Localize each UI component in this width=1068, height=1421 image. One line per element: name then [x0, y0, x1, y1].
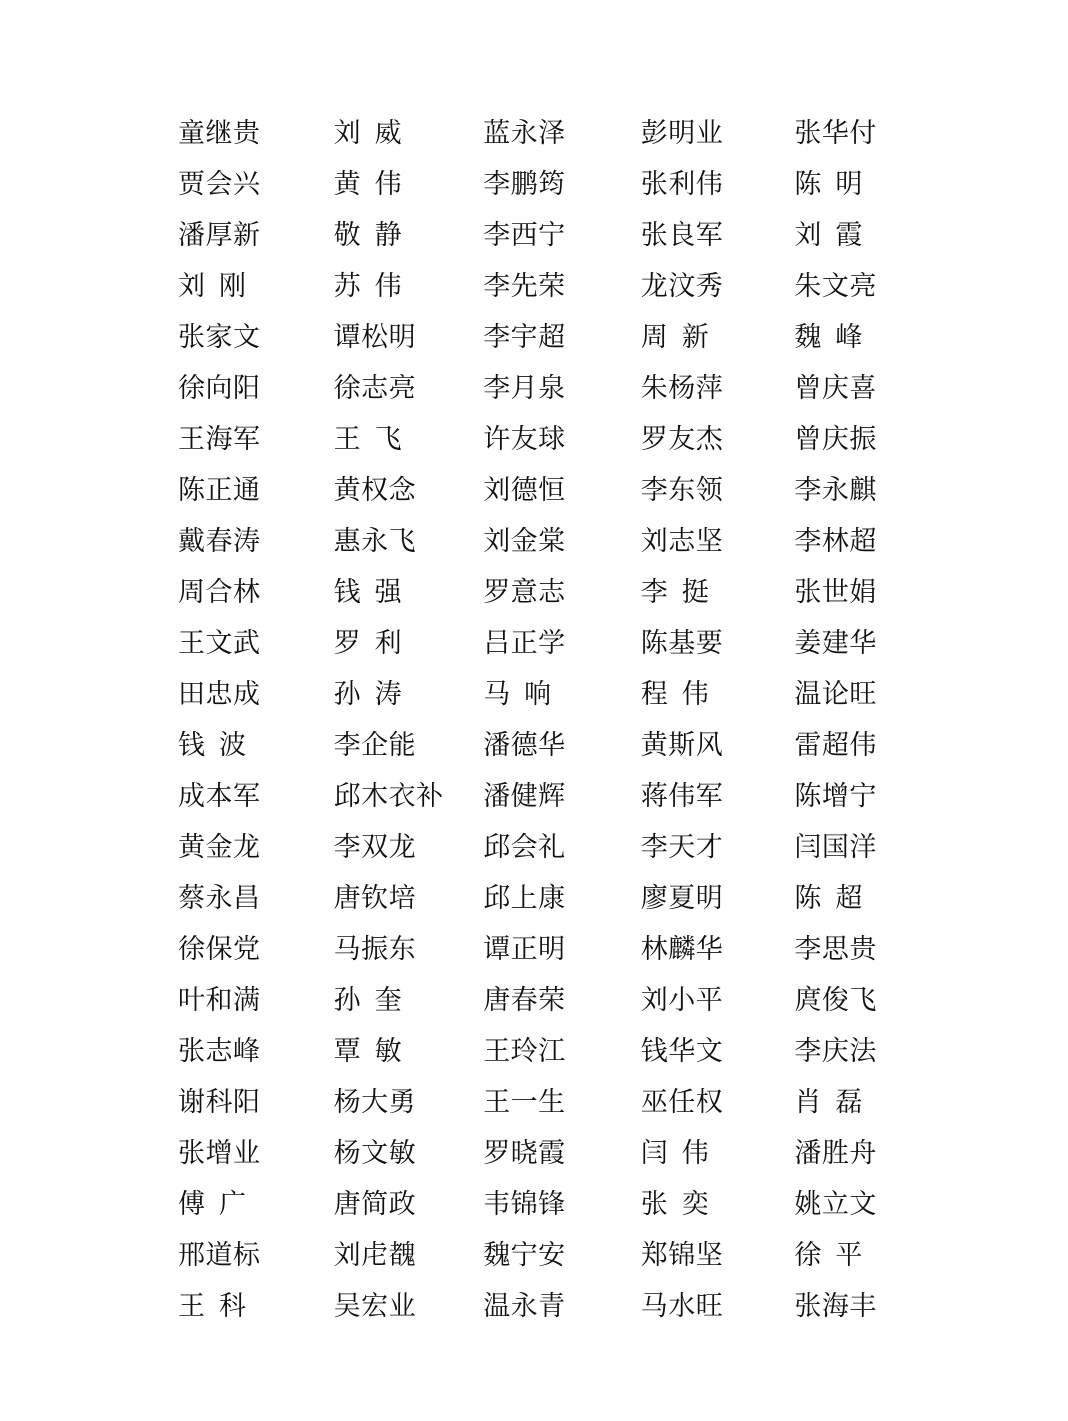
name-entry: 李天才: [640, 832, 724, 863]
name-entry: 苏伟: [333, 271, 416, 302]
name-entry: 潘健辉: [483, 781, 566, 812]
name-entry: 温论旺: [794, 679, 877, 710]
name-entry: 谢科阳: [178, 1087, 261, 1118]
name-entry: 李企能: [333, 730, 417, 761]
name-entry: 张增业: [178, 1138, 261, 1169]
name-entry: 李西宁: [483, 220, 566, 251]
name-entry: 王飞: [333, 424, 416, 455]
name-entry: 马响: [483, 679, 566, 710]
name-entry: 张世娟: [794, 577, 877, 608]
name-entry: 孙奎: [333, 985, 416, 1016]
name-entry: 吴宏业: [333, 1291, 417, 1322]
name-entry: 徐向阳: [178, 373, 261, 404]
name-entry: 闫伟: [640, 1138, 723, 1169]
name-entry: 邢道标: [178, 1240, 261, 1271]
name-entry: 李双龙: [333, 832, 417, 863]
name-entry: 黄伟: [333, 169, 416, 200]
name-entry: 张奕: [640, 1189, 723, 1220]
name-entry: 李月泉: [483, 373, 566, 404]
name-entry: 张家文: [178, 322, 261, 353]
name-entry: 王海军: [178, 424, 261, 455]
name-entry: 黄斯风: [640, 730, 724, 761]
name-entry: 龙汶秀: [640, 271, 724, 302]
name-entry: 郑锦坚: [640, 1240, 724, 1271]
name-entry: 闫国洋: [794, 832, 877, 863]
name-entry: 李挺: [640, 577, 723, 608]
name-entry: 魏峰: [794, 322, 877, 353]
name-entry: 徐志亮: [333, 373, 417, 404]
name-entry: 李林超: [794, 526, 877, 557]
name-entry: 覃敏: [333, 1036, 416, 1067]
name-entry: 徐保党: [178, 934, 261, 965]
name-entry: 曾庆振: [794, 424, 877, 455]
name-entry: 张华付: [794, 118, 877, 149]
name-entry: 陈正通: [178, 475, 261, 506]
name-entry: 刘小平: [640, 985, 724, 1016]
name-entry: 邱上康: [483, 883, 566, 914]
name-entry: 刘威: [333, 118, 416, 149]
name-entry: 黄权念: [333, 475, 417, 506]
name-entry: 马振东: [333, 934, 417, 965]
name-entry: 徐平: [794, 1240, 877, 1271]
name-entry: 王玲江: [483, 1036, 566, 1067]
name-entry: 孙涛: [333, 679, 416, 710]
name-entry: 罗意志: [483, 577, 566, 608]
name-entry: 邱会礼: [483, 832, 566, 863]
name-entry: 陈基要: [640, 628, 724, 659]
name-entry: 刘德恒: [483, 475, 566, 506]
name-entry: 陈增宁: [794, 781, 877, 812]
name-entry: 魏宁安: [483, 1240, 566, 1271]
name-entry: 廖夏明: [640, 883, 724, 914]
name-entry: 朱杨萍: [640, 373, 724, 404]
name-entry: 姜建华: [794, 628, 877, 659]
name-entry: 田忠成: [178, 679, 261, 710]
name-entry: 潘胜舟: [794, 1138, 877, 1169]
name-entry: 刘刚: [178, 271, 260, 302]
name-entry: 刘志坚: [640, 526, 724, 557]
name-entry: 唐钦培: [333, 883, 417, 914]
name-entry: 谭松明: [333, 322, 417, 353]
name-entry: 姚立文: [794, 1189, 877, 1220]
name-entry: 吕正学: [483, 628, 566, 659]
name-entry: 李宇超: [483, 322, 566, 353]
name-entry: 邱木衣补: [333, 781, 444, 812]
name-entry: 彭明业: [640, 118, 724, 149]
name-entry: 曾庆喜: [794, 373, 877, 404]
name-entry: 林麟华: [640, 934, 724, 965]
name-entry: 成本军: [178, 781, 261, 812]
name-entry: 蓝永泽: [483, 118, 566, 149]
name-entry: 雷超伟: [794, 730, 877, 761]
name-entry: 韦锦锋: [483, 1189, 566, 1220]
name-entry: 钱华文: [640, 1036, 724, 1067]
name-entry: 朱文亮: [794, 271, 877, 302]
name-grid: [150, 108, 918, 1332]
name-entry: 叶和满: [178, 985, 261, 1016]
name-entry: 蔡永昌: [178, 883, 261, 914]
name-entry: 戴春涛: [178, 526, 261, 557]
name-entry: 罗晓霞: [483, 1138, 566, 1169]
name-entry: 李东领: [640, 475, 724, 506]
name-entry: 蒋伟军: [640, 781, 724, 812]
name-entry: 杨文敏: [333, 1138, 417, 1169]
name-entry: 王一生: [483, 1087, 566, 1118]
name-entry: 庹俊飞: [794, 985, 877, 1016]
name-entry: 杨大勇: [333, 1087, 417, 1118]
name-entry: 唐春荣: [483, 985, 566, 1016]
name-entry: 罗友杰: [640, 424, 724, 455]
name-entry: 李思贵: [794, 934, 877, 965]
name-entry: 罗利: [333, 628, 416, 659]
name-entry: 张利伟: [640, 169, 724, 200]
name-entry: 惠永飞: [333, 526, 417, 557]
name-entry: 张良军: [640, 220, 724, 251]
name-entry: 陈明: [794, 169, 877, 200]
name-entry: 谭正明: [483, 934, 566, 965]
name-entry: 敬静: [333, 220, 416, 251]
name-entry: 肖磊: [794, 1087, 877, 1118]
name-entry: 张志峰: [178, 1036, 261, 1067]
name-entry: 钱波: [178, 730, 260, 761]
name-entry: 马水旺: [640, 1291, 724, 1322]
name-entry: 张海丰: [794, 1291, 877, 1322]
name-entry: 李庆法: [794, 1036, 877, 1067]
name-entry: 李先荣: [483, 271, 566, 302]
name-entry: 潘厚新: [178, 220, 261, 251]
name-entry: 刘虍䰩: [333, 1240, 417, 1271]
name-entry: 巫任权: [640, 1087, 724, 1118]
name-entry: 黄金龙: [178, 832, 261, 863]
name-entry: 温永青: [483, 1291, 566, 1322]
name-entry: 陈超: [794, 883, 877, 914]
name-entry: 童继贵: [178, 118, 261, 149]
name-entry: 李鹏筠: [483, 169, 566, 200]
name-entry: 程伟: [640, 679, 723, 710]
name-entry: 钱强: [333, 577, 416, 608]
name-entry: 王文武: [178, 628, 261, 659]
name-entry: 潘德华: [483, 730, 566, 761]
name-entry: 贾会兴: [178, 169, 261, 200]
name-entry: 周合林: [178, 577, 261, 608]
name-entry: 许友球: [483, 424, 566, 455]
name-entry: 刘霞: [794, 220, 877, 251]
name-entry: 唐简政: [333, 1189, 417, 1220]
name-entry: 周新: [640, 322, 723, 353]
name-entry: 刘金棠: [483, 526, 566, 557]
name-entry: 王科: [178, 1291, 260, 1322]
name-entry: 傅广: [178, 1189, 260, 1220]
name-entry: 李永麒: [794, 475, 877, 506]
